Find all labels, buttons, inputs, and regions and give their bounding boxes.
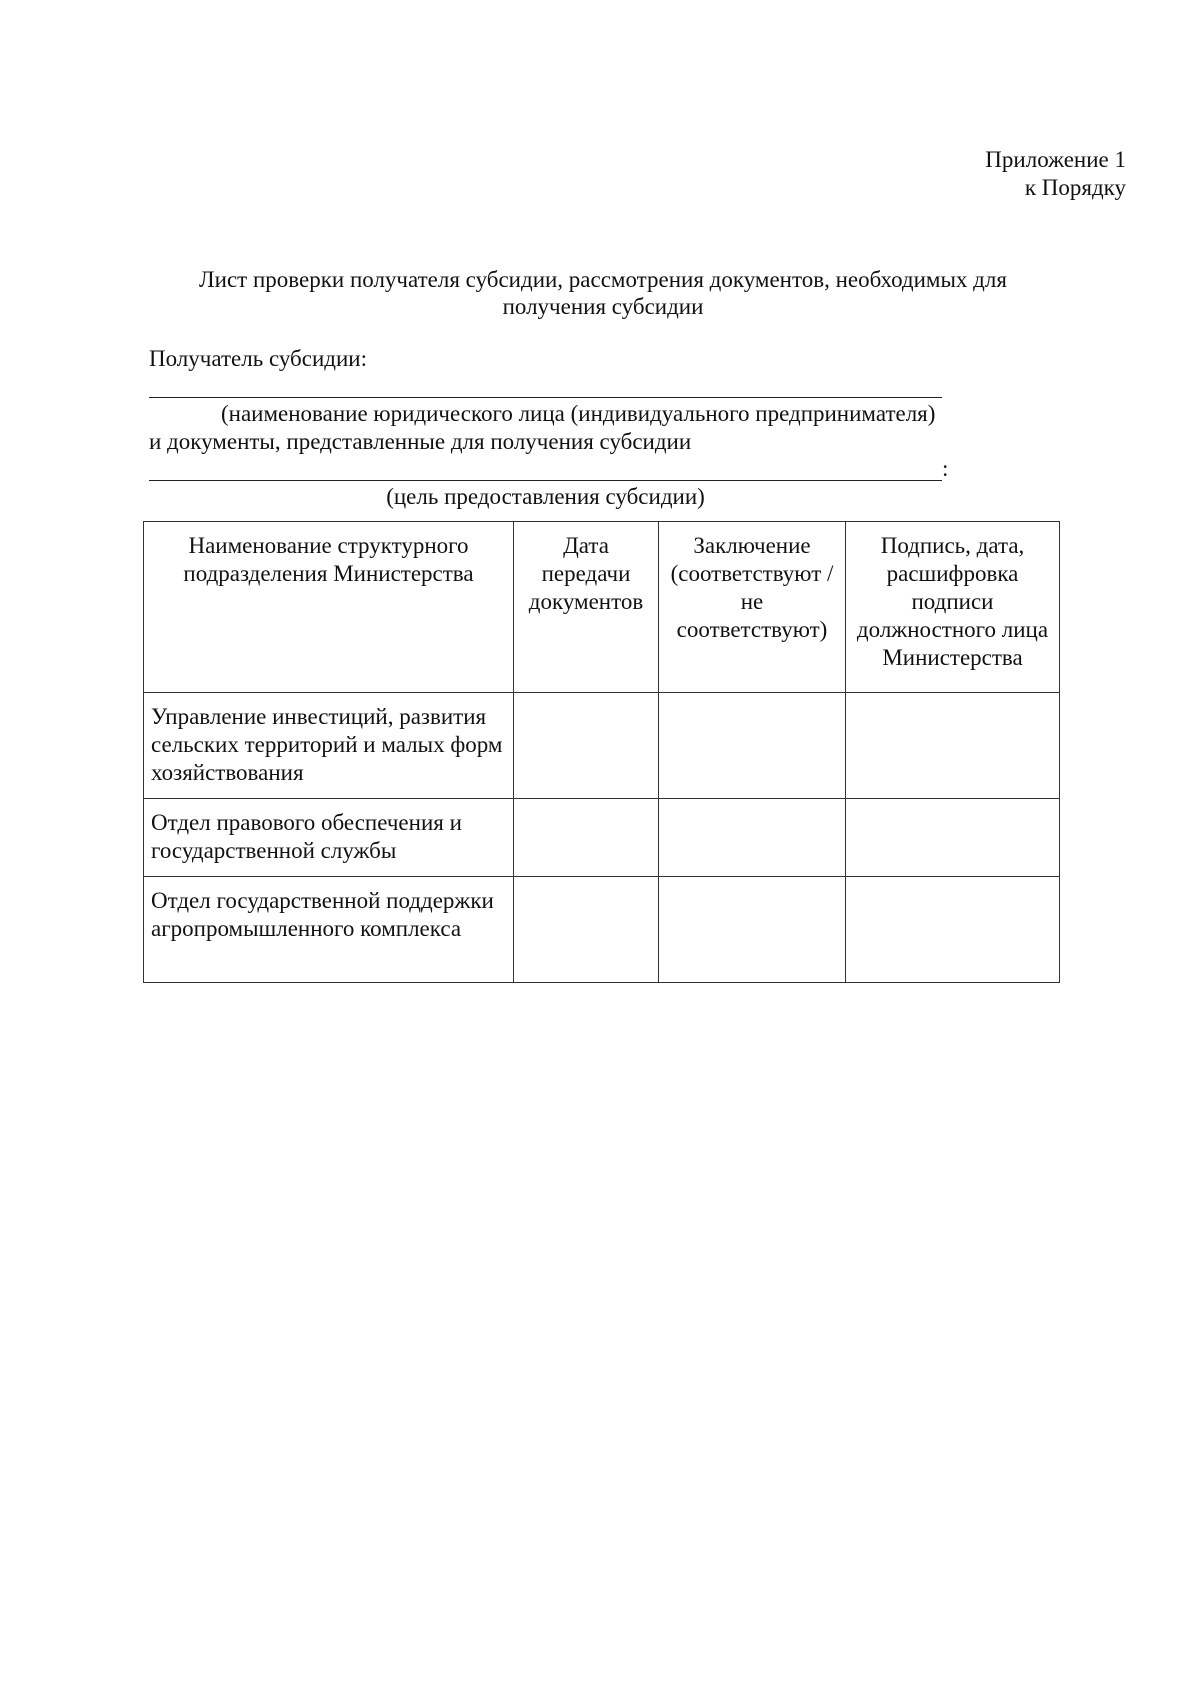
table-row xyxy=(144,877,1060,983)
recipient-label: Получатель субсидии: xyxy=(149,346,367,371)
legal-entity-caption: (наименование юридического лица (индивидуального предпринимателя) xyxy=(221,401,936,426)
department-cell: Отдел государственной поддержки агропромышленного комплекса xyxy=(144,877,514,983)
document-title xyxy=(143,266,1063,320)
table-row xyxy=(144,693,1060,799)
signature-cell[interactable] xyxy=(846,693,1060,799)
conclusion-cell[interactable] xyxy=(659,799,846,877)
recipient-name-line[interactable] xyxy=(149,397,942,398)
transfer-date-cell[interactable] xyxy=(514,693,659,799)
transfer-date-cell[interactable] xyxy=(514,799,659,877)
header-department: Наименование структурного подразделения Министерства xyxy=(144,522,514,693)
table-row xyxy=(144,799,1060,877)
conclusion-cell[interactable] xyxy=(659,693,846,799)
appendix-line-2: к Порядку xyxy=(1024,175,1126,200)
transfer-date-cell[interactable] xyxy=(514,877,659,983)
signature-cell[interactable] xyxy=(846,799,1060,877)
table-header-row xyxy=(144,522,1060,693)
appendix-header xyxy=(985,146,1126,202)
appendix-line-1: Приложение 1 xyxy=(985,147,1126,172)
purpose-line[interactable] xyxy=(149,480,942,481)
conclusion-cell[interactable] xyxy=(659,877,846,983)
header-conclusion: Заключение (соответствуют / не соответствуют) xyxy=(659,522,846,693)
signature-cell[interactable] xyxy=(846,877,1060,983)
department-cell: Управление инвестиций, развития сельских территорий и малых форм хозяйствования xyxy=(144,693,514,799)
header-signature: Подпись, дата, расшифровка подписи должностного лица Министерства xyxy=(846,522,1060,693)
documents-label: и документы, представленные для получения субсидии xyxy=(149,429,692,454)
title-line-1: Лист проверки получателя субсидии, рассмотрения документов, необходимых для xyxy=(199,267,1007,292)
title-line-2: получения субсидии xyxy=(502,294,704,319)
purpose-caption: (цель предоставления субсидии) xyxy=(386,484,705,509)
verification-table xyxy=(143,521,1060,983)
header-transfer-date: Дата передачи документов xyxy=(514,522,659,693)
department-cell: Отдел правового обеспечения и государственной службы xyxy=(144,799,514,877)
purpose-colon: : xyxy=(942,456,949,481)
